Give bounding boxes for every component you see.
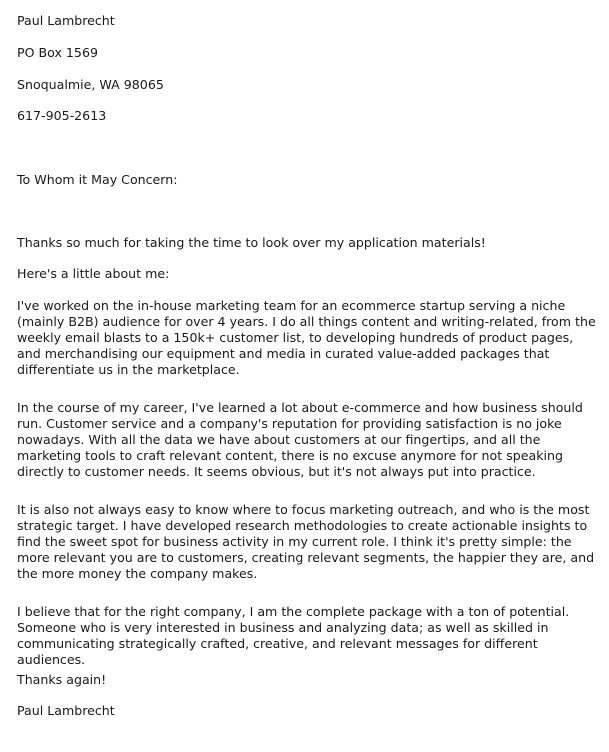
greeting: To Whom it May Concern: xyxy=(17,172,178,187)
paragraph-intro: Here's a little about me: xyxy=(17,266,170,281)
signature: Paul Lambrecht xyxy=(17,703,115,718)
sender-phone: 617-905-2613 xyxy=(17,108,107,123)
sender-name: Paul Lambrecht xyxy=(17,13,115,28)
paragraph-strategy: It is also not always easy to know where to focus marketing outreach, and who is the most strategic target. I have developed research methodologies to create actionable insights to find the sweet spot for business activity in my current role. I think it's pretty simple: the more relevant you are to customers, creating relevant segments, the happier they are, and the more money the company makes. xyxy=(17,502,595,581)
sender-city: Snoqualmie, WA 98065 xyxy=(17,77,164,92)
closing: Thanks again! xyxy=(17,672,107,687)
paragraph-ecommerce: In the course of my career, I've learned a lot about e-commerce and how business should run. Customer service and a company's reputation for providing satisfaction is no joke nowadays. With all the data we have about customers at our fingertips, and all the marketing tools to craft relevant content, there is no excuse anymore for not speaking directly to customer needs. It seems obvious, but it's not always put into practice. xyxy=(17,400,583,479)
sender-address: PO Box 1569 xyxy=(17,45,98,60)
paragraph-thanks: Thanks so much for taking the time to look over my application materials! xyxy=(17,235,486,250)
paragraph-summary: I believe that for the right company, I am the complete package with a ton of potential. Someone who is very interested in business and analyzing data; as well as skilled in communicating strategically crafted, creative, and relevant messages for different audiences. xyxy=(17,604,570,667)
paragraph-experience: I've worked on the in-house marketing team for an ecommerce startup serving a niche (mainly B2B) audience for over 4 years. I do all things content and writing-related, from the weekly email blasts to a 150k+ customer list, to developing hundreds of product pages, and merchandising our equipment and media in curated value-added packages that differentiate us in the marketplace. xyxy=(17,298,596,377)
